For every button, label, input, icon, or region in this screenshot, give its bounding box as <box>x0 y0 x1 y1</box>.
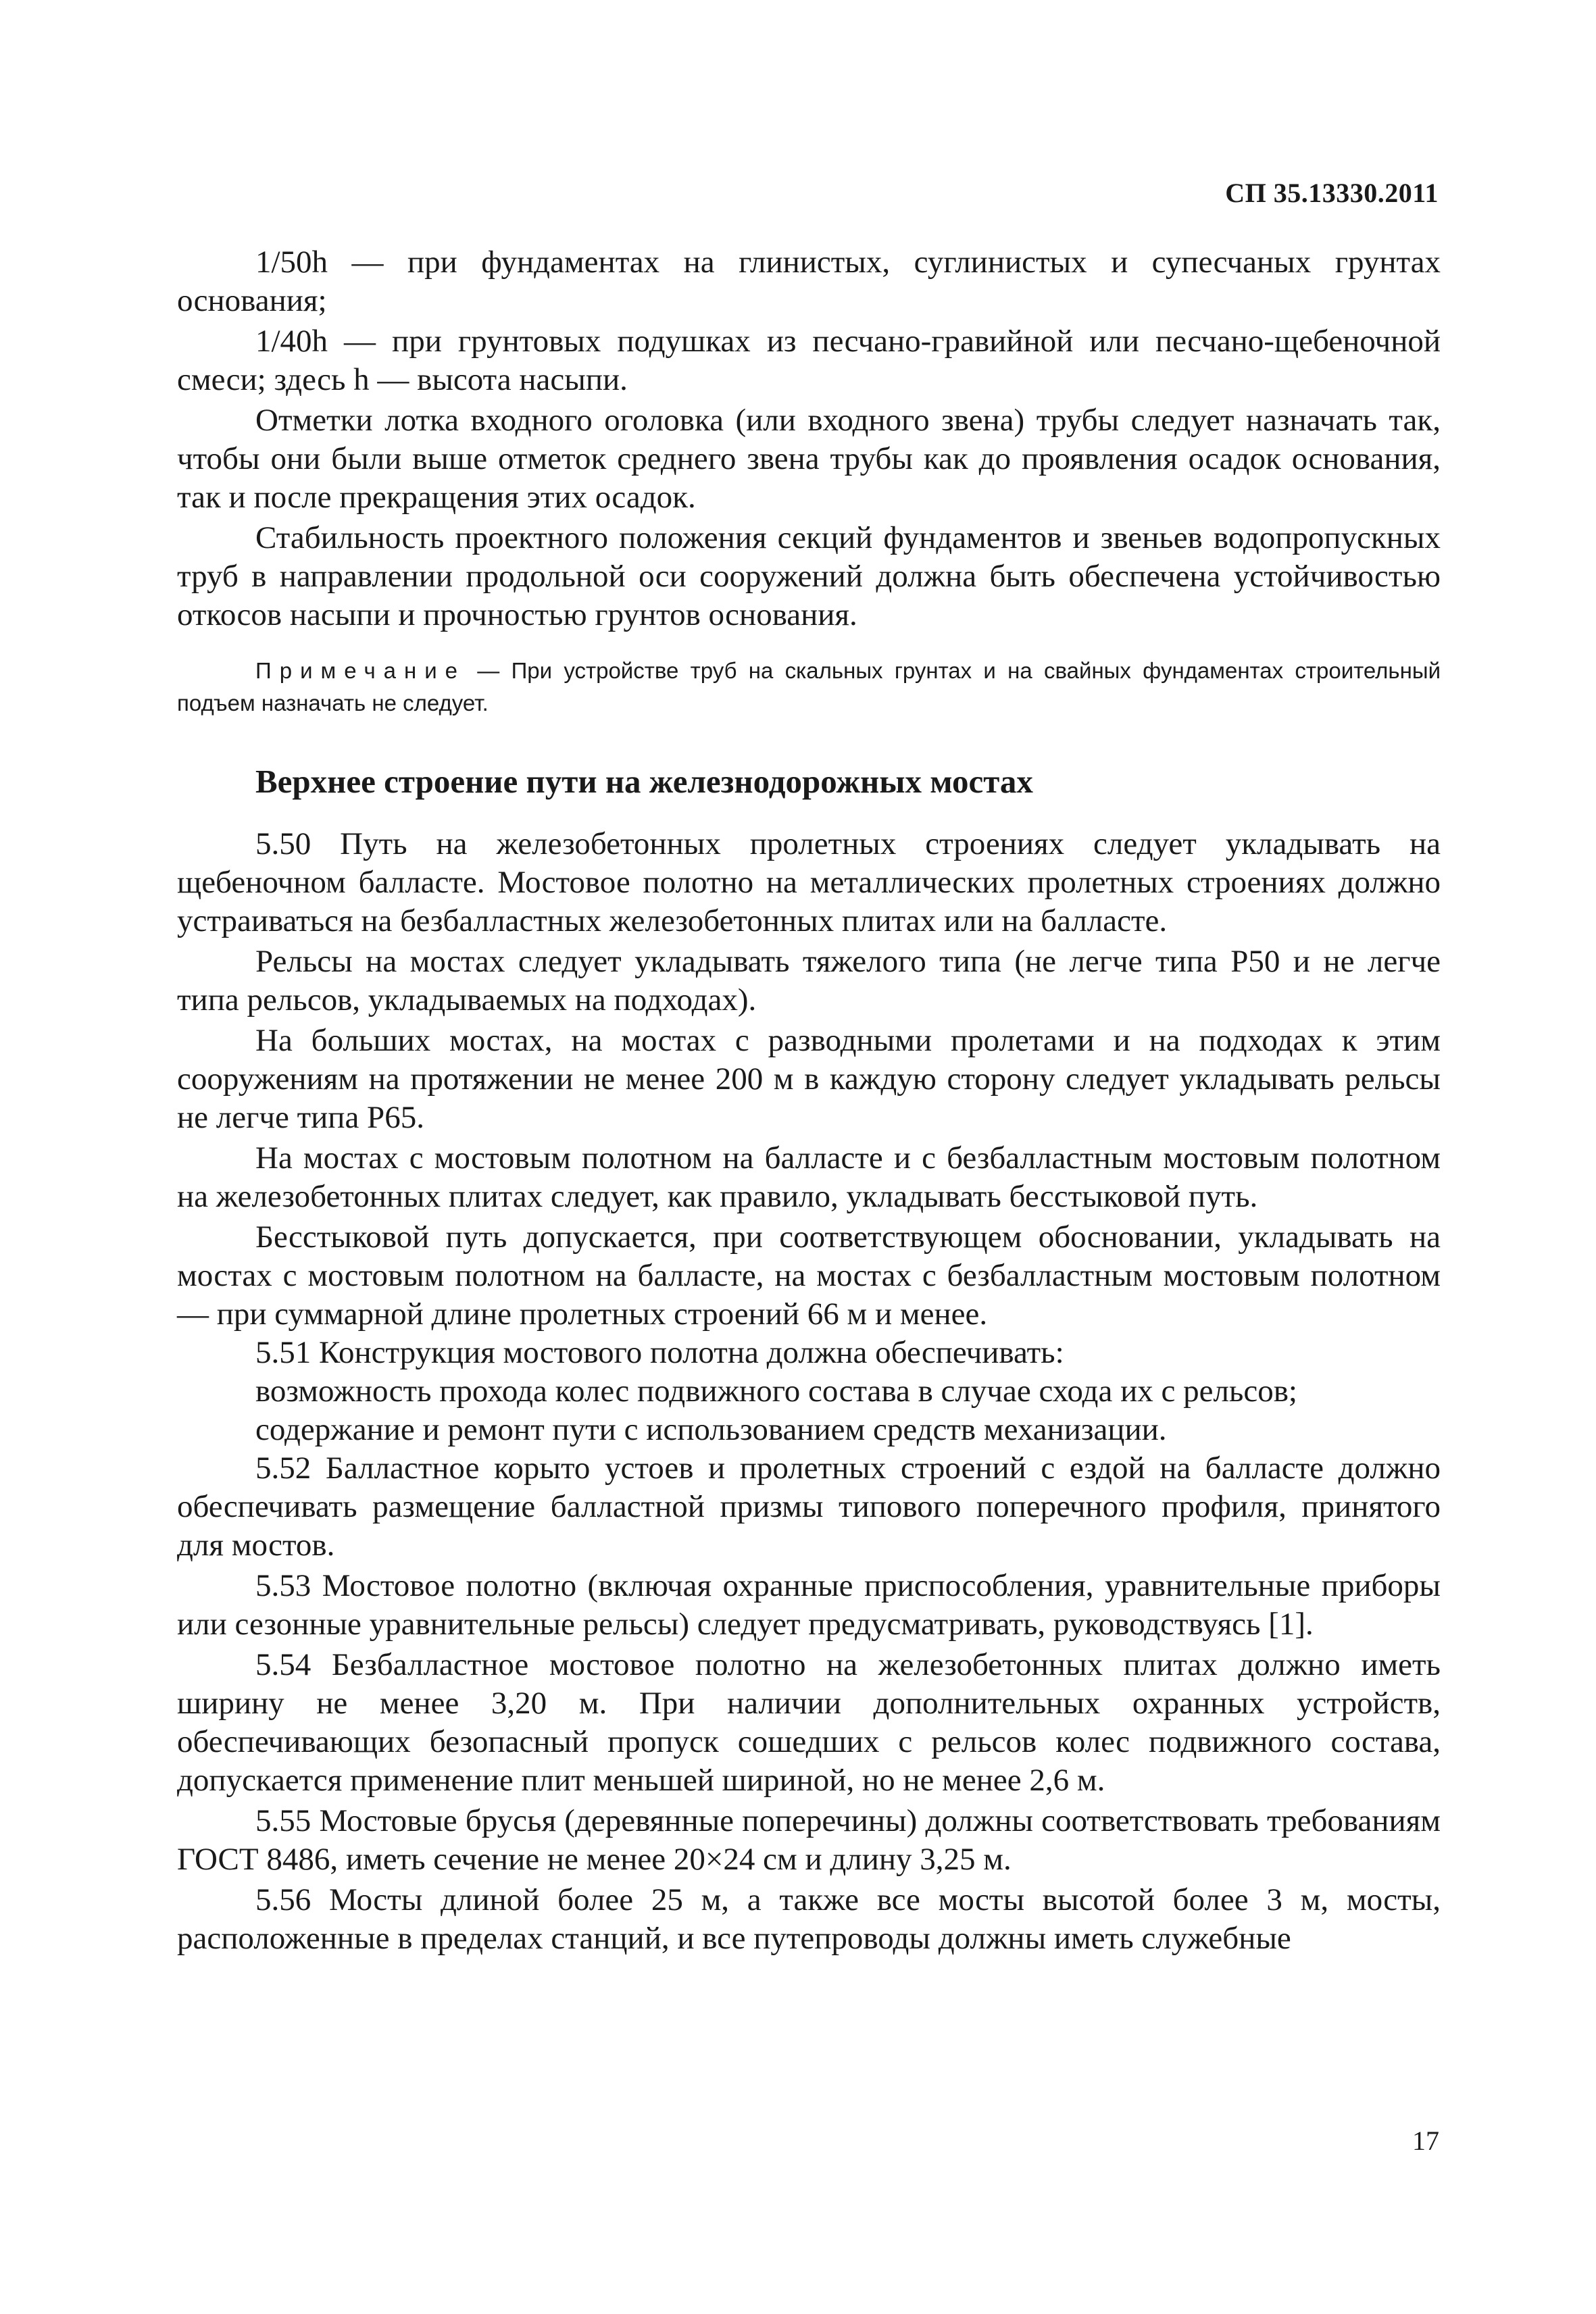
page-content <box>177 243 1441 1958</box>
paragraph: На больших мостах, на мостах с разводными пролетами и на подходах к этим сооружениям на протяжении не менее 200 м в каждую сторону следует укладывать рельсы не легче типа Р65. <box>177 1023 1441 1135</box>
paragraph: Отметки лотка входного оголовка (или входного звена) трубы следует назначать так, чтобы они были выше отметок среднего звена трубы как до проявления осадок основания, так и после прекращения этих осадок. <box>177 403 1441 515</box>
paragraph: Бесстыковой путь допускается, при соответствующем обосновании, укладывать на мостах с мостовым полотном на балласте, на мостах с безбалластным мостовым полотном — при суммарной длине пролетных строений 66 м и менее. <box>177 1219 1441 1332</box>
paragraph: 1/40h — при грунтовых подушках из песчано-гравийной или песчано-щебеночной смеси; здесь h — высота насыпи. <box>177 324 1441 397</box>
paragraph: 5.54 Безбалластное мостовое полотно на железобетонных плитах должно иметь ширину не менее 3,20 м. При наличии дополнительных охранных устройств, обеспечивающих безопасный пропуск сошедших с рельсов колес подвижного состава, допускается применение плит меньшей шириной, но не менее 2,6 м. <box>177 1647 1441 1798</box>
paragraph: 5.51 Конструкция мостового полотна должна обеспечивать: <box>255 1335 1064 1370</box>
paragraph: Рельсы на мостах следует укладывать тяжелого типа (не легче типа Р50 и не легче типа рельсов, укладываемых на подходах). <box>177 944 1441 1017</box>
note-label: Примечание <box>255 658 466 683</box>
note <box>177 655 1441 720</box>
paragraph: Стабильность проектного положения секций фундаментов и звеньев водопропускных труб в направлении продольной оси сооружений должна быть обеспечена устойчивостью откосов насыпи и прочностью грунтов основания. <box>177 520 1441 632</box>
paragraph: 5.52 Балластное корыто устоев и пролетных строений с ездой на балласте должно обеспечивать размещение балластной призмы типового поперечного профиля, принятого для мостов. <box>177 1451 1441 1563</box>
paragraph: 5.55 Мостовые брусья (деревянные поперечины) должны соответствовать требованиям ГОСТ 8486, иметь сечение не менее 20×24 см и длину 3,25 м. <box>177 1803 1441 1877</box>
paragraph: содержание и ремонт пути с использованием средств механизации. <box>255 1412 1167 1447</box>
paragraph: 5.53 Мостовое полотно (включая охранные приспособления, уравнительные приборы или сезонные уравнительные рельсы) следует предусматривать, руководствуясь [1]. <box>177 1568 1441 1642</box>
paragraph: На мостах с мостовым полотном на балласте и с безбалластным мостовым полотном на железобетонных плитах следует, как правило, укладывать бесстыковой путь. <box>177 1140 1441 1214</box>
note-text: — При устройстве труб на скальных грунтах и на свайных фундаментах строительный подъем назначать не следует. <box>177 658 1441 715</box>
document-code: СП 35.13330.2011 <box>1225 178 1439 208</box>
section-heading: Верхнее строение пути на железнодорожных мостах <box>255 763 1033 800</box>
paragraph: 5.56 Мосты длиной более 25 м, а также все мосты высотой более 3 м, мосты, расположенные в пределах станций, и все путепроводы должны иметь служебные <box>177 1882 1441 1956</box>
paragraph: возможность прохода колес подвижного состава в случае схода их с рельсов; <box>255 1374 1297 1409</box>
paragraph: 1/50h — при фундаментах на глинистых, суглинистых и супесчаных грунтах основания; <box>177 245 1441 318</box>
paragraph: 5.50 Путь на железобетонных пролетных строениях следует укладывать на щебеночном балласте. Мостовое полотно на металлических пролетных строениях должно устраиваться на безбалластных железобетонных плитах или на балласте. <box>177 826 1441 938</box>
page-number: 17 <box>1412 2126 1439 2156</box>
